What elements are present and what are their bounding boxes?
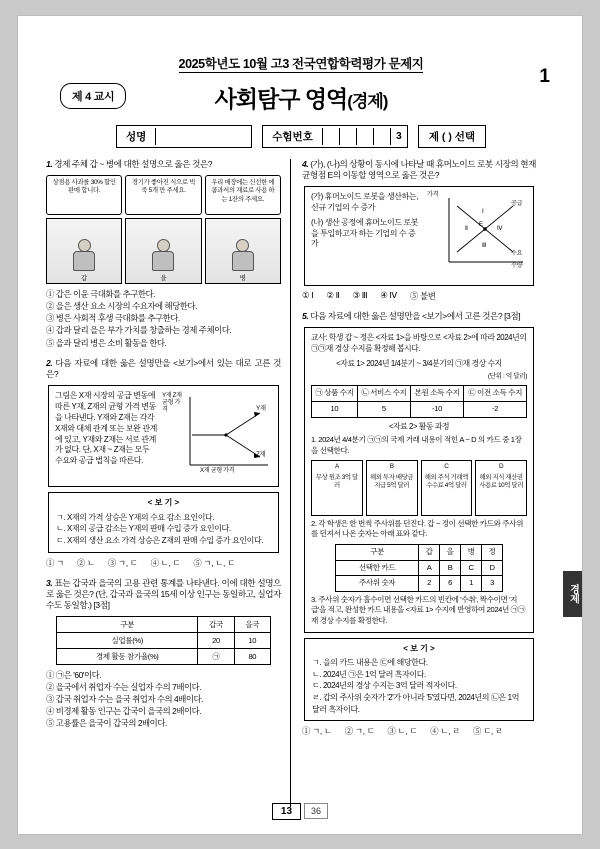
comic-caption-eul: 을 [160,274,167,282]
th-1: 갑국 [198,616,234,632]
card-a-label: A [334,462,339,470]
card-c[interactable] [421,460,473,516]
choice-2[interactable]: ② ㄱ, ㄷ [344,726,375,737]
question-5-choices [302,725,536,737]
question-1-number: 1. [46,158,53,169]
dice-table-wrap [311,544,527,592]
teacher-instruction: 교사: 학생 갑 ~ 정은 <자료 1>을 바탕으로 <자료 2>에 따라 2024년의 ㉠㉠재 경상 수지를 확정해 봅시다. [311,333,527,354]
subject-row [46,81,556,115]
table-row [57,648,271,664]
name-input[interactable] [155,128,251,145]
td-0-2: 10 [234,632,270,648]
person-figure [73,239,95,271]
question-4-head [302,159,536,182]
question-1 [46,159,281,349]
bogi-item-b: ㄴ. 2024년 ㉠은 1억 달러 흑자이다. [312,669,426,679]
question-2-head [46,358,281,381]
th-3: 병 [461,544,482,560]
person-figure [152,239,174,271]
question-5 [302,311,536,737]
comic-panel-eul [125,218,201,284]
question-3-head [46,578,281,612]
question-3-text: 표는 갑국과 을국의 고용 관련 통계를 나타낸다. 이에 대한 설명으로 옳은 것은? (단, 갑국과 을국의 15세 이상 인구는 동일하고, 실업자 수도 동일함.) [3점] [46,577,281,611]
choice-2[interactable]: ② ㄴ [76,557,95,568]
td-0-4: D [482,560,503,576]
td-2: -10 [411,401,464,417]
td-0-0: 실업률(%) [57,632,198,648]
question-2-number: 2. [46,357,53,368]
exam-title: 2025학년도 10월 고3 전국연합학력평가 문제지 [178,56,424,71]
td-1-0: 주사위 숫자 [336,576,419,592]
question-5-stimulus [304,327,534,632]
choice-1[interactable]: ① ㉠은 '60'이다. [46,669,102,680]
card-b-body: 해외 투자 배당금 지급 5억 달러 [370,473,414,489]
subject-side-tab [563,571,583,617]
question-4-graph [427,192,527,280]
jaryo1-title: <자료 1> 2024년 1/4분기 ~ 3/4분기의 ㉠재 경상 수지 [336,359,502,369]
question-3-table-wrap [46,616,281,665]
choice-3[interactable]: ③ ㄱ, ㄷ [107,557,138,568]
th-1: 갑 [419,544,440,560]
td-0-1: A [419,560,440,576]
bogi-item-b: ㄴ. X재의 공급 감소는 Y재의 판매 수입 증가 요인이다. [56,524,231,534]
choice-1[interactable]: ① ㄱ, ㄴ [302,726,332,737]
bogi-item-d: ㄹ. 갑의 주사위 숫자가 '2'가 아니라 '5'였다면, 2024년의 ㉡은 1억 달러 흑자이다. [312,693,520,714]
footer-page-number: 13 [272,803,301,820]
question-5-bogi [304,638,534,722]
question-4-supply-label: 공급 [511,200,523,208]
jaryo2-title: <자료 2> 활동 과정 [388,421,450,431]
question-3-choices [46,669,281,730]
card-d-body: 해외 지식 재산권 사용료 10억 달러 [479,473,523,489]
th-0: 구분 [57,616,198,632]
page-number: 1 [539,65,550,87]
td-0-2: B [440,560,461,576]
exam-number-cell[interactable] [322,128,339,145]
th-0: ㉠ 상품 수지 [312,386,358,402]
td-1-3: 1 [461,576,482,592]
td-0-1: 20 [198,632,234,648]
question-4-equilibrium-label: E [479,222,483,229]
td-1-1: ㉠ [198,648,234,664]
question-4-region-3: Ⅲ [482,243,486,250]
card-b[interactable] [366,460,418,516]
card-a[interactable] [311,460,363,516]
td-1-0: 경제 활동 참가율(%) [57,648,198,664]
card-d-label: D [499,462,504,470]
choice-5[interactable]: ⑤ ㄱ, ㄴ, ㄷ [193,557,235,568]
table-row [336,560,503,576]
question-5-number: 5. [302,310,309,321]
left-column [46,159,291,807]
question-4-y-label: 가격 [427,191,439,199]
subject-title [215,81,388,114]
question-5-head [302,311,536,322]
td-1: 5 [357,401,410,417]
question-4 [302,159,536,302]
speech-bubble-byeong: 우리 매장에는 신선한 에콤과서의 재료로 사용 하는 1잔의 주세요. [205,175,281,215]
question-4-region-1: Ⅰ [482,209,484,216]
choice-1[interactable]: ① 갑은 이윤 극대화를 추구한다. [46,288,155,299]
choice-4[interactable]: ④ 비경제 활동 인구는 갑국이 을국의 2배이다. [46,706,202,717]
question-4-region-4: Ⅳ [497,226,503,233]
question-2-text: 다음 자료에 대한 옳은 설명만을 <보기>에서 있는 대로 고른 것은? [46,357,281,380]
choice-5[interactable]: ⑤ 고용률은 을국이 갑국의 2배이다. [46,718,167,729]
question-4-case-b: (나) 생산 공정에 휴머노이드 로봇을 투입하고자 하는 기업의 수 증가 [311,217,419,249]
identity-row [68,125,534,148]
bogi-item-a: ㄱ. X재의 가격 상승은 Y재의 수요 감소 요인이다. [56,512,215,522]
bogi-item-a: ㄱ. 을의 카드 내용은 ㉢에 해당한다. [312,658,428,668]
page-footer [18,803,582,820]
question-3-table [56,616,271,665]
card-c-label: C [444,462,449,470]
table-header-row [57,616,271,632]
exam-number-cell-filled[interactable]: 3 [390,128,407,145]
question-4-text: (가), (나)의 상황이 동시에 나타날 때 휴머노이드 로봇 시장의 현재 균형점 E의 이동할 영역으로 옳은 것은? [302,158,536,180]
question-4-x-label: 수량 [511,262,523,270]
question-4-stimulus-text [311,192,421,280]
card-d[interactable] [475,460,527,516]
question-3 [46,578,281,730]
bogi-item-c: ㄷ. X재의 생산 요소 가격 상승은 Z재의 판매 수입 증가 요인이다. [56,536,264,546]
choice-1[interactable]: ① Ⅰ [302,289,314,300]
exam-page [17,15,583,835]
choice-4[interactable]: ④ ㄴ, ㄷ [150,557,181,568]
speech-bubble-eul: 경기가 좋아진 식으로 빅죽 5개 만 주세요. [125,175,201,215]
exam-number-label: 수험번호 [272,130,313,143]
choice-5[interactable]: ⑤ 을과 달리 병은 소비 활동을 한다. [46,337,167,348]
comic-caption-gap: 갑 [81,274,88,282]
choice-3[interactable]: ③ 갑국 취업자 수는 을국 취업자 수의 4배이다. [46,694,204,705]
question-5-text: 다음 자료에 대한 옳은 설명만을 <보기>에서 고른 것은? [3점] [310,310,521,321]
subject-name: 사회탐구 영역 [214,86,348,112]
question-2-x-label: X재 균형 가격 [200,467,235,475]
exam-title-row [46,54,556,72]
card-c-body: 해외 주식 거래액 수수료 4억 달러 [424,473,468,489]
step-3: 3. 주사위 숫자가 홀수이면 선택한 카드의 빈칸에 '수취', 짝수이면 '지급'을 적고, 완성한 카드 내용을 <자료 1> 수지에 반영하여 2024년 ㉠㉠재 경상 수지를 확정한다. [311,594,526,626]
th-2: 을국 [234,616,270,632]
question-4-choices [302,290,536,302]
choice-5[interactable]: ⑤ 불변 [409,290,436,301]
choice-1[interactable]: ① ㄱ [46,557,64,568]
person-torso-icon [232,251,254,271]
comic-panel-gap [46,218,122,284]
person-figure [232,239,254,271]
dice-table [335,544,503,592]
td-0: 10 [312,401,358,417]
step-1: 1. 2024년 4/4분기 ㉠㉠의 국제 거래 내용이 적힌 A ~ D 의 카드 중 1장을 선택한다. [311,435,522,456]
exam-number-cell[interactable] [356,128,373,145]
question-4-case-a: (가) 휴머노이드 로봇을 생산하는, 신규 기업의 수 증가 [311,192,419,212]
question-4-region-2: Ⅱ [465,226,468,233]
choice-3[interactable]: ③ ㄴ, ㄷ [387,726,418,737]
choice-4[interactable]: ④ ㄴ, ㄹ [430,726,460,737]
page-inner [46,38,556,808]
question-2-y-label: Y재 Z재 균형 가격 [162,392,182,414]
td-0-3: C [461,560,482,576]
question-4-number: 4. [302,158,309,169]
td-0-0: 선택한 카드 [336,560,419,576]
choice-4[interactable]: ④ 갑과 달리 을은 부가 가치를 창출하는 경제 주체이다. [46,325,232,336]
table-header-row [312,386,527,402]
question-2-stimulus [48,385,279,487]
question-2-label-z: Z재 [256,451,266,459]
card-row [311,460,527,516]
bogi-item-c: ㄷ. 2024년의 경상 수지는 3억 달러 적자이다. [312,681,457,691]
table-row [57,632,271,648]
exam-number-field[interactable] [262,125,408,148]
period-badge: 제 4 교시 [60,83,126,109]
question-1-choices [46,288,281,349]
question-3-number: 3. [46,577,53,588]
jaryo1-table [311,385,527,417]
th-4: 정 [482,544,503,560]
subject-side-tab-label: 경제 [567,584,579,603]
td-1-2: 80 [234,648,270,664]
speech-bubble-gap: 상점용 사과를 30% 할인 판매 합니다. [46,175,122,215]
exam-number-cells[interactable] [322,128,407,145]
bogi-title: < 보 기 > [147,498,180,508]
comic-panel-byeong [205,218,281,284]
card-b-label: B [389,462,394,470]
choice-4[interactable]: ④ Ⅳ [380,289,397,300]
exam-number-cell[interactable] [373,128,390,145]
question-2-graph [164,391,272,481]
th-2: 본원 소득 수지 [411,386,464,402]
choice-3[interactable]: ③ Ⅲ [352,289,368,300]
td-1-4: 3 [482,576,503,592]
question-2 [46,358,281,569]
question-1-text: 경제 주체 갑 ~ 병에 대한 설명으로 옳은 것은? [54,158,213,169]
question-4-demand-label: 수요 [511,250,523,258]
th-2: 을 [440,544,461,560]
footer-total-pages: 36 [304,803,328,819]
comic-caption-byeong: 병 [239,274,246,282]
choice-2[interactable]: ② 을국에서 취업자 수는 실업자 수의 7배이다. [46,681,202,692]
person-torso-icon [152,251,174,271]
th-0: 구분 [336,544,419,560]
choice-5[interactable]: ⑤ ㄷ, ㄹ [473,726,503,737]
table-header-row [336,544,503,560]
person-torso-icon [73,251,95,271]
right-column [291,159,536,807]
name-field[interactable] [116,125,252,148]
table-row [312,401,527,417]
th-1: ㉡ 서비스 수지 [357,386,410,402]
question-2-bogi [48,492,279,552]
comic-scene [46,218,281,284]
choice-2[interactable]: ② 을은 생산 요소 시장의 수요자에 해당한다. [46,301,197,312]
question-1-head [46,159,281,170]
selection-label[interactable]: 제 ( ) 선택 [418,125,486,148]
step-2: 2. 각 학생은 한 번씩 주사위를 던진다. 갑 ~ 정이 선택한 카드와 주사위를 던져서 나온 숫자는 아래 표와 같다. [311,518,524,539]
td-1-1: 2 [419,576,440,592]
question-4-stimulus [304,186,534,286]
subject-paren: (경제) [347,92,388,111]
card-a-body: 무상 원조 3억 달러 [315,473,358,489]
question-2-stimulus-text: 그림은 X재 시장의 공급 변동에 따른 Y재, Z재의 균형 가격 변동을 나타낸다. Y재와 Z재는 각각 X재와 대체 관계 또는 보완 관계에 있고, Y재와 Z재는 서로 관계가 없다. 단, X재 ~ Z재는 모두 수요와 공급 법칙을 따른다. [55,391,157,466]
table-row [336,576,503,592]
choice-3[interactable]: ③ 병은 사회적 후생 극대화를 추구한다. [46,313,180,324]
td-1-2: 6 [440,576,461,592]
speech-bubbles [46,175,281,215]
td-3: -2 [464,401,527,417]
question-2-label-y: Y재 [256,405,266,413]
question-2-choices [46,557,281,569]
jaryo1-unit: (단위 : 억 달러) [487,373,527,381]
name-label: 성명 [125,130,147,143]
choice-2[interactable]: ② Ⅱ [326,289,340,300]
question-1-comic [46,175,281,284]
th-3: ㉢ 이전 소득 수지 [464,386,527,402]
content-columns [46,159,556,807]
exam-number-cell[interactable] [339,128,356,145]
bogi-title: < 보 기 > [403,643,435,653]
